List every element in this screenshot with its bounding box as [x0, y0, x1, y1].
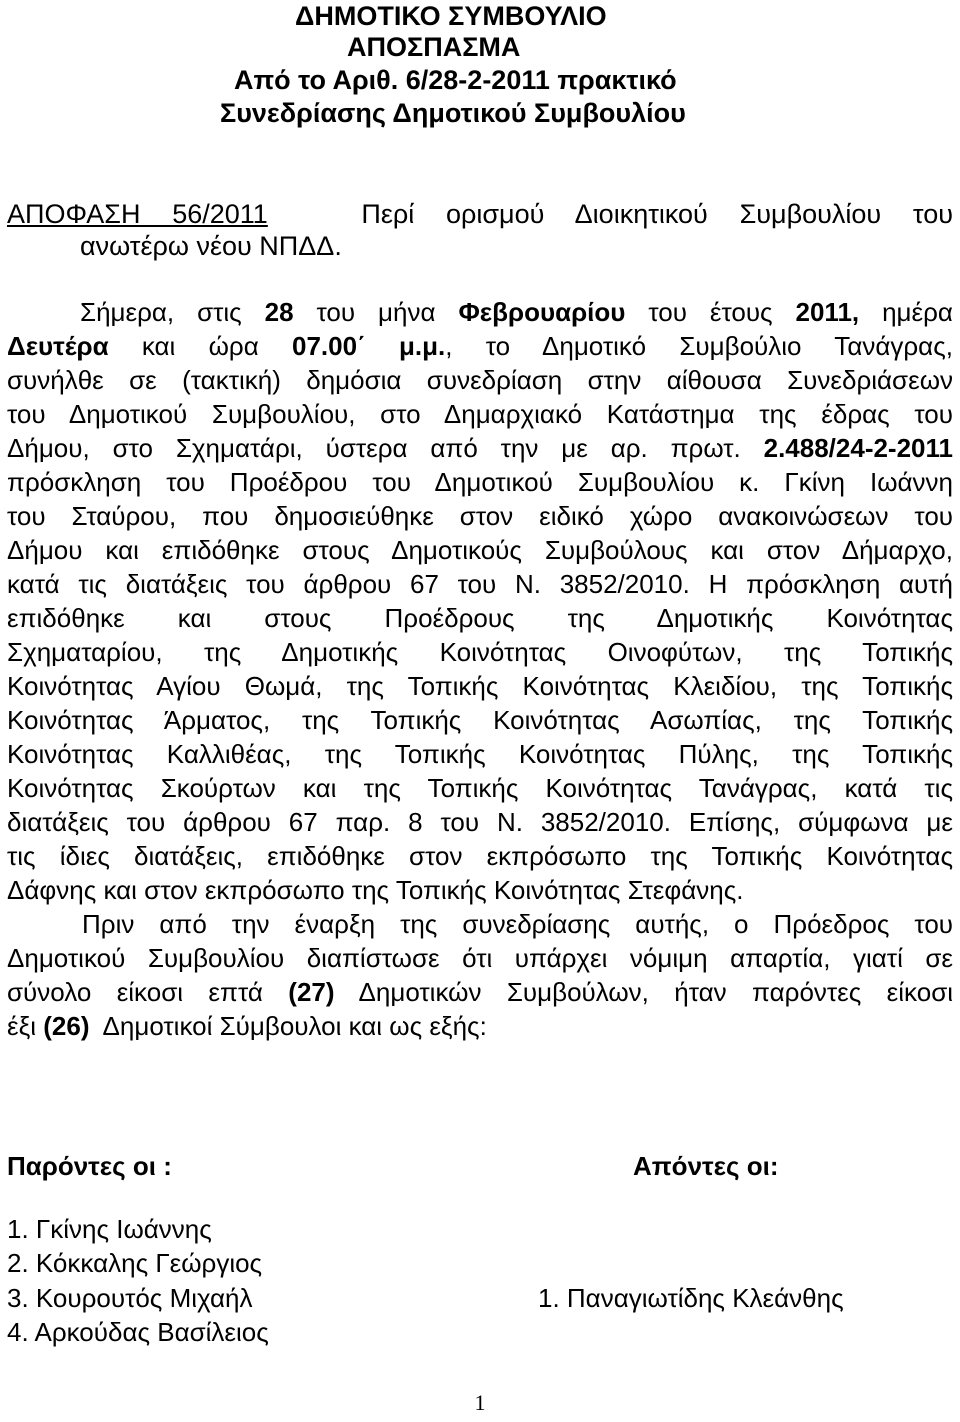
- page-number: 1: [474, 1390, 486, 1415]
- body-line-12: Κοινότητας Αγίου Θωμά, της Τοπικής Κοινότητας Κλειδίου, της Τοπικής: [7, 671, 953, 701]
- body-line-5: Δήμου, στο Σχηματάρι, ύστερα από την με αρ. πρωτ. 2.488/24-2-2011: [7, 433, 953, 463]
- body-line-6: πρόσκληση του Προέδρου του Δημοτικού Συμβουλίου κ. Γκίνη Ιωάννη: [7, 467, 953, 497]
- decision-number: ΑΠΟΦΑΣΗ 56/2011: [7, 199, 268, 229]
- body-line-13: Κοινότητας Άρματος, της Τοπικής Κοινότητας Ασωπίας, της Τοπικής: [7, 705, 953, 735]
- header-minutes-ref: Από το Αριθ. 6/28-2-2011 πρακτικό: [234, 65, 677, 95]
- body-line-15: Κοινότητας Σκούρτων και της Τοπικής Κοινότητας Τανάγρας, κατά τις: [7, 773, 953, 803]
- body-line-17: τις ίδιες διατάξεις, επιδόθηκε στον εκπρόσωπο της Τοπικής Κοινότητας: [7, 841, 953, 871]
- body-line-19: Πριν από την έναρξη της συνεδρίασης αυτής, ο Πρόεδρος του: [82, 909, 953, 939]
- decision-subject: Περί ορισμού Διοικητικού Συμβουλίου του: [361, 199, 953, 229]
- body-line-14: Κοινότητας Καλλιθέας, της Τοπικής Κοινότητας Πύλης, της Τοπικής: [7, 739, 953, 769]
- body-line-20: Δημοτικού Συμβουλίου διαπίστωσε ότι υπάρχει νόμιμη απαρτία, γιατί σε: [7, 943, 953, 973]
- body-line-7: του Σταύρου, που δημοσιεύθηκε στον ειδικό χώρο ανακοινώσεων του: [7, 501, 953, 531]
- absent-item: 1. Παναγιωτίδης Κλεάνθης: [538, 1283, 844, 1313]
- header-extract: ΑΠΟΣΠΑΣΜΑ: [347, 32, 521, 62]
- body-line-4: του Δημοτικού Συμβουλίου, στο Δημαρχιακό Κατάστημα της έδρας του: [7, 399, 953, 429]
- body-line-8: Δήμου και επιδόθηκε στους Δημοτικούς Συμβούλους και στον Δήμαρχο,: [7, 535, 953, 565]
- present-item: 2. Κόκκαλης Γεώργιος: [7, 1248, 263, 1278]
- absent-heading: Απόντες οι:: [633, 1151, 779, 1181]
- body-line-1: Σήμερα, στις 28 του μήνα Φεβρουαρίου του έτους 2011, ημέρα: [80, 297, 953, 327]
- body-line-10: επιδόθηκε και στους Προέδρους της Δημοτικής Κοινότητας: [7, 603, 953, 633]
- decision-line: [7, 198, 953, 230]
- present-heading: Παρόντες οι :: [7, 1151, 172, 1181]
- body-line-3: συνήλθε σε (τακτική) δημόσια συνεδρίαση στην αίθουσα Συνεδριάσεων: [7, 365, 953, 395]
- header-session: Συνεδρίασης Δημοτικού Συμβουλίου: [220, 98, 686, 128]
- present-item: 3. Κουρουτός Μιχαήλ: [7, 1283, 253, 1313]
- body-line-18: Δάφνης και στον εκπρόσωπο της Τοπικής Κοινότητας Στεφάνης.: [7, 875, 744, 905]
- header-council: ΔΗΜΟΤΙΚΟ ΣΥΜΒΟΥΛΙΟ: [295, 1, 607, 31]
- body-line-9: κατά τις διατάξεις του άρθρου 67 του Ν. 3852/2010. Η πρόσκληση αυτή: [7, 569, 953, 599]
- body-line-21: σύνολο είκοσι επτά (27) Δημοτικών Συμβούλων, ήταν παρόντες είκοσι: [7, 977, 954, 1007]
- decision-subject-cont: ανωτέρω νέου ΝΠΔΔ.: [80, 231, 342, 261]
- present-item: 1. Γκίνης Ιωάννης: [7, 1214, 212, 1244]
- present-item: 4. Αρκούδας Βασίλειος: [7, 1317, 269, 1347]
- body-line-22: έξι (26) Δημοτικοί Σύμβουλοι και ως εξής:: [7, 1011, 487, 1041]
- body-line-2: Δευτέρα και ώρα 07.00΄ μ.μ., το Δημοτικό Συμβούλιο Τανάγρας,: [7, 331, 953, 361]
- body-line-11: Σχηματαρίου, της Δημοτικής Κοινότητας Οινοφύτων, της Τοπικής: [7, 637, 953, 667]
- body-line-16: διατάξεις του άρθρου 67 παρ. 8 του Ν. 3852/2010. Επίσης, σύμφωνα με: [7, 807, 953, 837]
